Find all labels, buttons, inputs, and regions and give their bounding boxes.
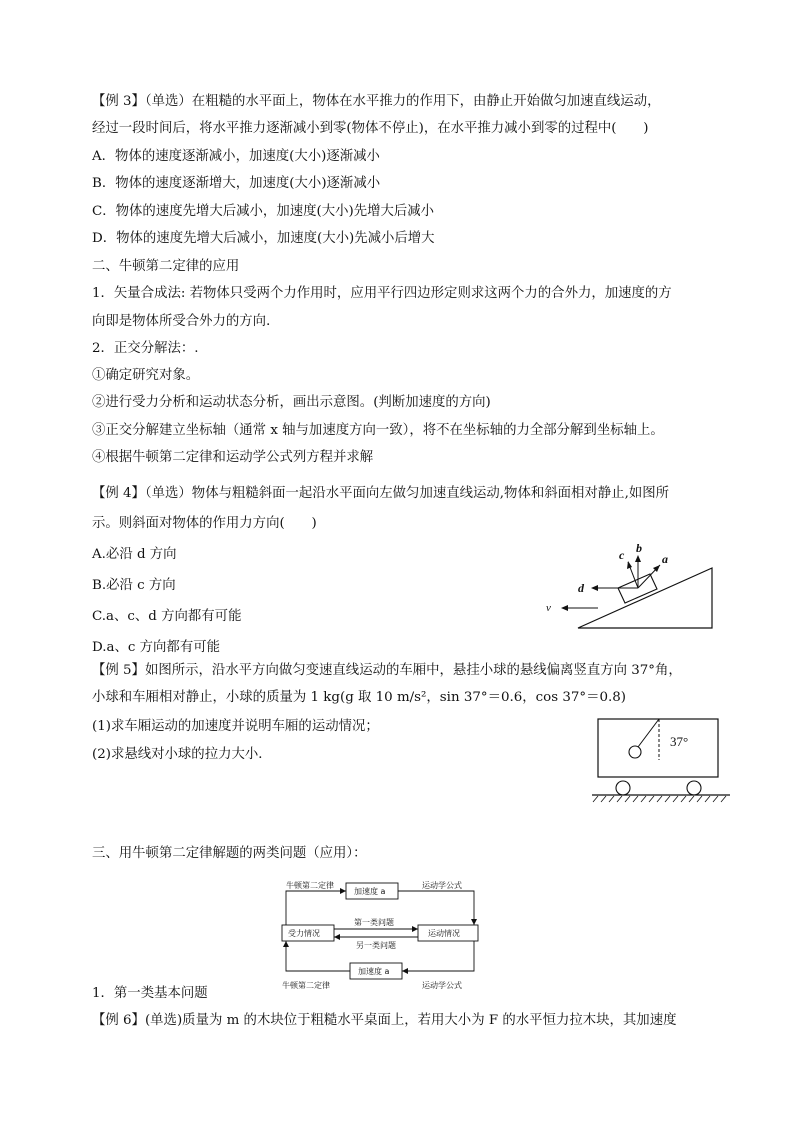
example4-option-b: B.必沿 c 方向 <box>92 578 176 593</box>
type2-arrowhead <box>334 934 340 940</box>
force-label: 受力情况 <box>288 929 320 938</box>
angle-label: 37° <box>670 734 689 749</box>
newton-top-label: 牛顿第二定律 <box>286 881 334 890</box>
bottom-right-arrowhead <box>402 968 408 974</box>
example3-option-b: B．物体的速度逐渐增大，加速度(大小)逐渐减小 <box>92 176 381 191</box>
example3-line1: 【例 3】（单选）在粗糙的水平面上，物体在水平推力的作用下，由静止开始做匀加速直线运动， <box>92 94 661 109</box>
arrow-d-head <box>591 585 598 591</box>
two-types-flowchart <box>274 880 494 992</box>
type1-label: 第一类问题 <box>354 918 394 927</box>
top-right-connector <box>398 891 474 925</box>
left-wheel <box>616 781 630 795</box>
bottom-left-arrowhead <box>283 941 289 947</box>
label-d: d <box>578 581 584 595</box>
vector-method-line2: 向即是物体所受合外力的方向． <box>92 314 280 329</box>
section3-subtitle-1: 1．第一类基本问题 <box>92 986 208 1001</box>
example5-question-1: (1)求车厢运动的加速度并说明车厢的运动情况； <box>92 719 379 734</box>
label-c: c <box>619 548 625 562</box>
suspension-string <box>638 719 659 747</box>
example4-line2: 示。则斜面对物体的作用力方向( ) <box>92 516 317 531</box>
step-2: ②进行受力分析和运动状态分析，画出示意图。(判断加速度的方向) <box>92 395 491 410</box>
top-left-arrowhead <box>340 888 346 894</box>
section3-title: 三、用牛顿第二定律解题的两类问题（应用）： <box>92 846 367 861</box>
carriage-figure <box>590 712 735 804</box>
example6-line1: 【例 6】(单选)质量为 m 的木块位于粗糙水平桌面上，若用大小为 F 的水平恒力拉木块，其加速度 <box>92 1013 677 1028</box>
right-wheel <box>687 781 701 795</box>
section2-title: 二、牛顿第二定律的应用 <box>92 259 240 274</box>
arrow-b-head <box>635 555 641 562</box>
vector-method-line1: 1．矢量合成法: 若物体只受两个力作用时，应用平行四边形定则求这两个力的合外力，加速度的方 <box>92 286 672 301</box>
label-a: a <box>662 552 668 566</box>
bottom-right-connector <box>402 941 474 971</box>
type2-label: 另一类问题 <box>356 941 396 950</box>
example3-line2: 经过一段时间后，将水平推力逐渐减小到零(物体不停止)，在水平推力减小到零的过程中( ) <box>92 121 649 136</box>
top-right-arrowhead <box>471 919 477 925</box>
example4-option-a: A.必沿 d 方向 <box>92 547 177 562</box>
step-4: ④根据牛顿第二定律和运动学公式列方程并求解 <box>92 450 374 465</box>
carriage-box <box>598 719 718 777</box>
label-b: b <box>636 541 642 555</box>
example5-line2: 小球和车厢相对静止，小球的质量为 1 kg(g 取 10 m/s²，sin 37°＝0.6，cos 37°＝0.8) <box>92 690 626 705</box>
accel-bottom-label: 加速度 a <box>358 967 390 976</box>
example4-line1: 【例 4】（单选）物体与粗糙斜面一起沿水平面向左做匀加速直线运动,物体和斜面相对静止,如图所 <box>92 486 669 501</box>
newton-bottom-label: 牛顿第二定律 <box>282 981 330 990</box>
example3-option-c: C．物体的速度先增大后减小，加速度(大小)先增大后减小 <box>92 204 435 219</box>
ground-hatching <box>593 796 726 802</box>
type1-arrowhead <box>412 926 418 932</box>
incline-figure <box>540 538 720 632</box>
orthogonal-method-title: 2．正交分解法：. <box>92 341 199 356</box>
step-1: ①确定研究对象。 <box>92 368 200 383</box>
top-left-connector <box>286 891 346 925</box>
example3-option-a: A．物体的速度逐渐减小，加速度(大小)逐渐减小 <box>92 149 380 164</box>
kinematics-bottom-label: 运动学公式 <box>422 981 462 990</box>
hanging-ball <box>629 746 641 758</box>
kinematics-top-label: 运动学公式 <box>422 881 462 890</box>
example5-line1: 【例 5】如图所示，沿水平方向做匀变速直线运动的车厢中，悬挂小球的悬线偏离竖直方向 37°角， <box>92 663 682 678</box>
example4-option-c: C.a、c、d 方向都有可能 <box>92 609 242 624</box>
example3-option-d: D．物体的速度先增大后减小，加速度(大小)先减小后增大 <box>92 231 435 246</box>
step-3: ③正交分解建立坐标轴（通常 x 轴与加速度方向一致），将不在坐标轴的力全部分解到坐标轴上。 <box>92 423 664 438</box>
accel-top-label: 加速度 a <box>354 887 386 896</box>
example5-question-2: (2)求悬线对小球的拉力大小． <box>92 747 272 762</box>
bottom-left-connector <box>286 941 350 971</box>
example4-option-d: D.a、c 方向都有可能 <box>92 640 220 655</box>
velocity-arrow-head <box>561 605 568 611</box>
label-v: v <box>546 602 551 614</box>
motion-label: 运动情况 <box>428 929 460 938</box>
